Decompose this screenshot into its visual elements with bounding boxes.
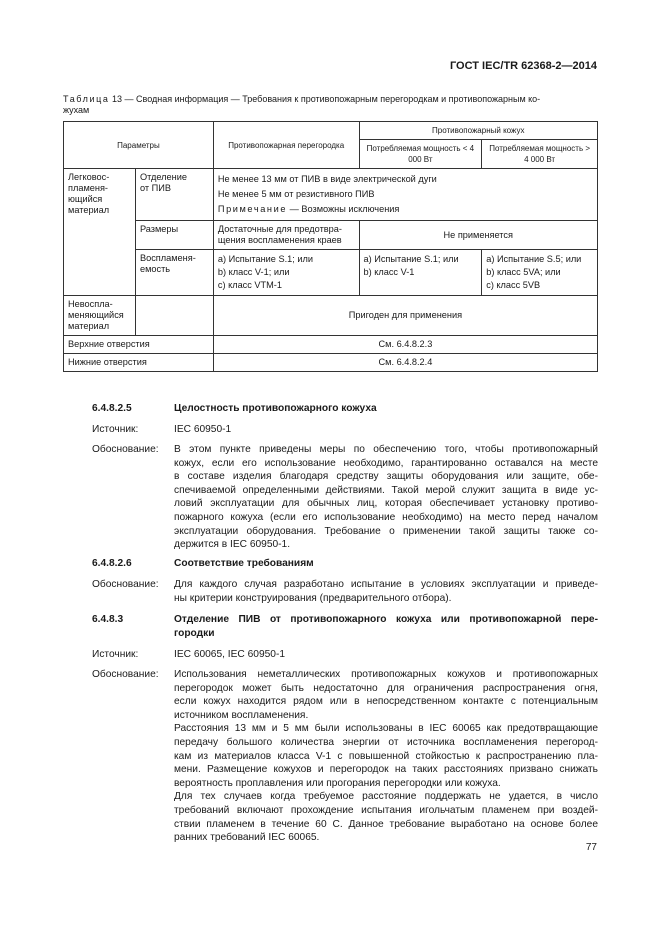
text-line: мени. Размещение кожухов и перегородок на таких расстояниях призвано снижать xyxy=(174,764,598,776)
nonflammable-l2: меняющийся xyxy=(68,310,124,320)
nonflammable-l3: материал xyxy=(68,321,110,331)
rationale-text xyxy=(174,443,598,552)
separation-value-2: Не менее 5 мм от резистивного ПИВ xyxy=(217,189,375,199)
header-power-low-l2: < 4 000 Вт xyxy=(408,144,475,164)
section-title: Соответствие требованиям xyxy=(174,558,314,569)
table-row xyxy=(64,221,598,250)
section-title-l2: городки xyxy=(174,627,215,639)
table-caption-label: Таблица xyxy=(63,94,110,104)
section-title xyxy=(174,613,598,640)
bottom-openings-ref: См. 6.4.8.2.4 xyxy=(213,354,597,372)
table-caption xyxy=(63,94,598,116)
header-enclosure: Противопожарный кожух xyxy=(359,122,597,140)
separation-value-1: Не менее 13 мм от ПИВ в виде электрической дуги xyxy=(217,174,437,184)
header-power-low-l1: Потребляемая мощность xyxy=(366,144,461,153)
flam-barrier-c: c) класс VTM-1 xyxy=(217,280,282,290)
header-params: Параметры xyxy=(64,122,214,169)
text-line: ранних требований IEC 60065. xyxy=(174,832,320,844)
flam-barrier-b: b) класс V-1; или xyxy=(217,267,290,277)
rationale-label: Обоснование: xyxy=(92,579,159,590)
separation-l2: от ПИВ xyxy=(139,183,171,193)
note-text: — Возможны исключения xyxy=(287,204,400,214)
text-line: эксплуатации оборудования. Требование о применении такой защиты также со- xyxy=(174,525,598,537)
table-row xyxy=(64,354,598,372)
text-line: Использования неметаллических противопожарных кожухов и противопожарных xyxy=(174,669,598,680)
flam-high-c: c) класс 5VB xyxy=(486,280,541,290)
text-line: перегородок может быть недостаточно для ограничения распространения огня, xyxy=(174,682,598,694)
table-row xyxy=(64,336,598,354)
section-number: 6.4.8.2.6 xyxy=(92,558,132,569)
section-title: Целостность противопожарного кожуха xyxy=(174,403,377,414)
flam-low-b: b) класс V-1 xyxy=(363,267,415,277)
nonflammable-suitable: Пригоден для применения xyxy=(213,296,597,336)
param-separation xyxy=(135,169,213,221)
note-label: Примечание xyxy=(217,204,288,214)
row-flammable-material xyxy=(64,169,136,296)
flammability-high xyxy=(482,250,598,296)
source-label: Источник: xyxy=(92,424,139,435)
separation-note xyxy=(218,202,593,217)
text-line: держится в IEC 60950-1. xyxy=(174,539,291,551)
table-row xyxy=(64,169,598,221)
sizes-not-applicable: Не применяется xyxy=(359,221,597,250)
section-number: 6.4.8.3 xyxy=(92,614,124,625)
text-line: В этом пункте приведены меры по обеспечению того, чтобы противопожарный xyxy=(174,444,598,455)
flam-barrier-a: a) Испытание S.1; или xyxy=(217,254,313,264)
header-barrier-l2: перегородка xyxy=(297,140,345,150)
text-line: кам из материалов класса V-1 с повышенной стойкостью к распространению пла- xyxy=(174,750,598,762)
text-line: кожух, если его использование необходимо, гарантированно оставался на месте xyxy=(174,457,598,469)
header-barrier-l1: Противопожарная xyxy=(228,140,296,150)
flam-high-b: b) класс 5VA; или xyxy=(486,267,561,277)
text-line: передачу большого количества энергии от источника воспламенения перегород- xyxy=(174,736,598,748)
separation-l1: Отделение xyxy=(139,172,187,182)
text-line: спечиваемой определенными действиями. Такой мерой служит защита в виде ус- xyxy=(174,484,598,496)
flammability-l2: емость xyxy=(139,264,171,274)
sizes-barrier xyxy=(213,221,359,250)
flammable-l3: ющийся xyxy=(68,194,103,204)
top-openings-ref: См. 6.4.8.2.3 xyxy=(213,336,597,354)
header-power-low xyxy=(359,140,482,169)
text-line: ловий эксплуатации для обычных лиц, которая обеспечивает установку противо- xyxy=(174,498,598,510)
flam-low-a: a) Испытание S.1; или xyxy=(363,254,459,264)
empty-cell xyxy=(135,296,213,336)
section-number: 6.4.8.2.5 xyxy=(92,403,132,414)
text-line: ны критерии конструирования (предварительного отбора). xyxy=(174,592,452,604)
rationale-label: Обоснование: xyxy=(92,444,159,455)
header-power-high-l1: Потребляемая мощность xyxy=(489,144,584,153)
source-label: Источник: xyxy=(92,649,139,660)
separation-values xyxy=(213,169,597,221)
table-row xyxy=(64,250,598,296)
sizes-barrier-l1: Достаточные для предотвра- xyxy=(217,224,342,234)
flammable-l2: пламеня- xyxy=(68,183,108,193)
text-line: Для каждого случая разработано испытание в условиях эксплуатации и приведе- xyxy=(174,579,598,590)
rationale-label: Обоснование: xyxy=(92,669,159,680)
text-line: в составе изделия благодаря средству защиты оборудования или защите, обе- xyxy=(174,471,598,483)
rationale-text xyxy=(174,578,598,605)
text-line: требований включают прохождение испытания игольчатым пламенем при воздей- xyxy=(174,804,598,816)
flammability-barrier xyxy=(213,250,359,296)
param-flammability xyxy=(135,250,213,296)
text-line: Для тех случаев когда требуемое расстояние поддержать не удается, в число xyxy=(174,791,598,803)
summary-table xyxy=(63,121,598,372)
header-power-high xyxy=(482,140,598,169)
table-caption-text-cont: жухам xyxy=(63,105,90,115)
document-header: ГОСТ IEC/TR 62368-2—2014 xyxy=(449,60,597,72)
flammable-l1: Легковос- xyxy=(68,172,110,182)
row-top-openings: Верхние отверстия xyxy=(64,336,214,354)
rationale-text xyxy=(174,668,598,845)
text-line: вероятность проплавления или прогорания перегородки или кожуха. xyxy=(174,777,501,789)
text-line: Расстояния 13 мм и 5 мм были использованы в IEC 60065 как предотвращающие xyxy=(174,723,598,735)
text-line: ствии пламенем в течение 60 С. Данное требование выработано на основе более xyxy=(174,818,598,830)
text-line: источником воспламенения. xyxy=(174,709,309,721)
source-value: IEC 60950-1 xyxy=(174,424,232,435)
row-nonflammable-material xyxy=(64,296,136,336)
header-barrier xyxy=(213,122,359,169)
table-header-row xyxy=(64,122,598,140)
nonflammable-l1: Невоспла- xyxy=(68,299,113,309)
table-row xyxy=(64,296,598,336)
text-line: если кожух находится рядом или в непосредственном контакте с потенциальным xyxy=(174,696,598,708)
page-number: 77 xyxy=(585,842,597,853)
param-sizes: Размеры xyxy=(135,221,213,250)
table-caption-text: 13 — Сводная информация — Требования к противопожарным перегородкам и противопожарным ко- xyxy=(109,94,541,104)
sizes-barrier-l2: щения воспламенения краев xyxy=(217,235,342,245)
source-value: IEC 60065, IEC 60950-1 xyxy=(174,649,286,660)
row-bottom-openings: Нижние отверстия xyxy=(64,354,214,372)
header-power-high-l2: > 4 000 Вт xyxy=(524,144,591,164)
text-line: пожарного кожуха (если его использование необходимо) на место перед началом xyxy=(174,511,598,523)
flam-high-a: a) Испытание S.5; или xyxy=(486,254,582,264)
flammable-l4: материал xyxy=(68,205,110,215)
flammability-l1: Воспламеня- xyxy=(139,253,196,263)
section-title-l1: Отделение ПИВ от противопожарного кожуха или противопожарной пере- xyxy=(174,614,598,625)
flammability-low xyxy=(359,250,482,296)
